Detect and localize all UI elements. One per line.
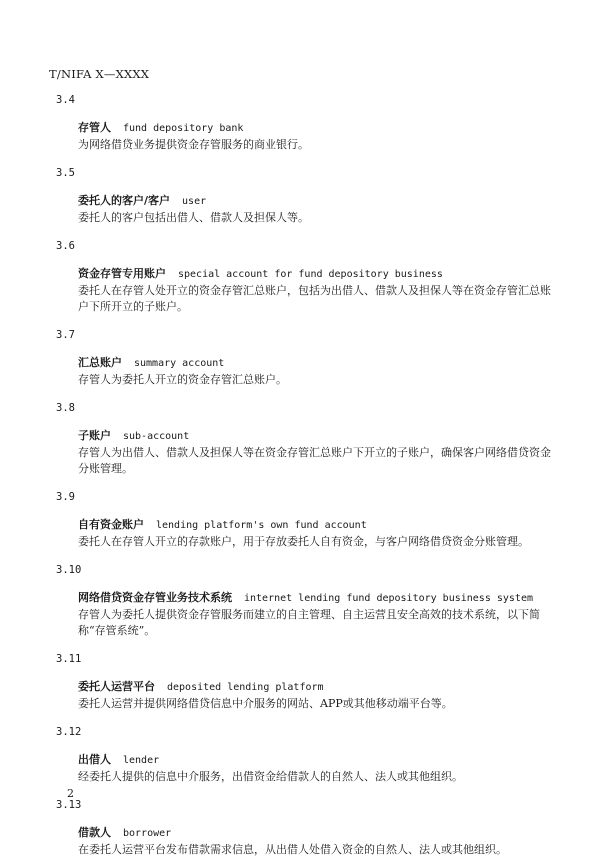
term-3-13 bbox=[56, 797, 556, 858]
term-3-12 bbox=[56, 724, 556, 797]
page-number: 2 bbox=[67, 787, 74, 800]
term-en: deposited lending platform bbox=[167, 682, 324, 693]
term-number: 3.5 bbox=[56, 167, 75, 179]
term-zh: 存管人 bbox=[78, 121, 111, 134]
term-definition: 委托人在存管人开立的存款账户，用于存放委托人自有资金，与客户网络借贷资金分账管理。 bbox=[78, 535, 529, 548]
term-definition: 存管人为出借人、借款人及担保人等在资金存管汇总账户下开立的子账户，确保客户网络借贷资金分账管理。 bbox=[78, 446, 551, 475]
term-zh: 出借人 bbox=[78, 753, 111, 766]
term-zh: 自有资金账户 bbox=[78, 518, 144, 531]
term-3-8 bbox=[56, 400, 556, 489]
term-title bbox=[78, 590, 556, 607]
term-title bbox=[78, 120, 556, 137]
term-3-11 bbox=[56, 651, 556, 724]
term-number: 3.12 bbox=[56, 726, 82, 738]
term-zh: 委托人运营平台 bbox=[78, 680, 155, 693]
document-code-header: T/NIFA X—XXXX bbox=[49, 67, 150, 81]
term-zh: 资金存管专用账户 bbox=[78, 267, 166, 280]
term-definition: 存管人为委托人开立的资金存管汇总账户。 bbox=[78, 373, 287, 386]
term-title bbox=[78, 266, 556, 283]
term-definition: 为网络借贷业务提供资金存管服务的商业银行。 bbox=[78, 138, 309, 151]
term-definition: 委托人在存管人处开立的资金存管汇总账户，包括为出借人、借款人及担保人等在资金存管汇总账户下所开立的子账户。 bbox=[78, 284, 551, 313]
term-definition: 在委托人运营平台发布借款需求信息，从出借人处借入资金的自然人、法人或其他组织。 bbox=[78, 843, 507, 856]
terms-list bbox=[56, 92, 556, 858]
term-definition: 存管人为委托人提供资金存管服务而建立的自主管理、自主运营且安全高效的技术系统，以下简称“存管系统”。 bbox=[78, 608, 540, 637]
term-3-9 bbox=[56, 489, 556, 562]
term-title bbox=[78, 355, 556, 372]
term-en: special account for fund depository business bbox=[178, 269, 443, 280]
term-title bbox=[78, 752, 556, 769]
term-number: 3.4 bbox=[56, 94, 75, 106]
term-definition: 经委托人提供的信息中介服务，出借资金给借款人的自然人、法人或其他组织。 bbox=[78, 770, 463, 783]
term-number: 3.8 bbox=[56, 402, 75, 414]
term-title bbox=[78, 428, 556, 445]
term-en: lender bbox=[123, 755, 160, 766]
term-zh: 委托人的客户/客户 bbox=[78, 194, 171, 207]
term-3-10 bbox=[56, 562, 556, 651]
term-zh: 借款人 bbox=[78, 826, 111, 839]
term-number: 3.13 bbox=[56, 799, 82, 811]
term-definition: 委托人的客户包括出借人、借款人及担保人等。 bbox=[78, 211, 309, 224]
term-3-7 bbox=[56, 327, 556, 400]
term-3-5 bbox=[56, 165, 556, 238]
term-3-4 bbox=[56, 92, 556, 165]
term-en: user bbox=[182, 196, 207, 207]
term-title bbox=[78, 517, 556, 534]
term-en: internet lending fund depository business system bbox=[244, 593, 533, 604]
term-3-6 bbox=[56, 238, 556, 327]
term-zh: 汇总账户 bbox=[78, 356, 122, 369]
term-title bbox=[78, 825, 556, 842]
term-number: 3.6 bbox=[56, 240, 75, 252]
term-en: summary account bbox=[134, 358, 225, 369]
term-zh: 子账户 bbox=[78, 429, 111, 442]
term-zh: 网络借贷资金存管业务技术系统 bbox=[78, 591, 232, 604]
term-en: borrower bbox=[123, 828, 172, 839]
term-number: 3.11 bbox=[56, 653, 82, 665]
term-number: 3.10 bbox=[56, 564, 82, 576]
term-number: 3.7 bbox=[56, 329, 75, 341]
term-title bbox=[78, 679, 556, 696]
term-title bbox=[78, 193, 556, 210]
term-en: sub-account bbox=[123, 431, 190, 442]
term-en: fund depository bank bbox=[123, 123, 244, 134]
term-number: 3.9 bbox=[56, 491, 75, 503]
term-en: lending platform's own fund account bbox=[156, 520, 367, 531]
term-definition: 委托人运营并提供网络借贷信息中介服务的网站、APP或其他移动端平台等。 bbox=[78, 697, 453, 710]
